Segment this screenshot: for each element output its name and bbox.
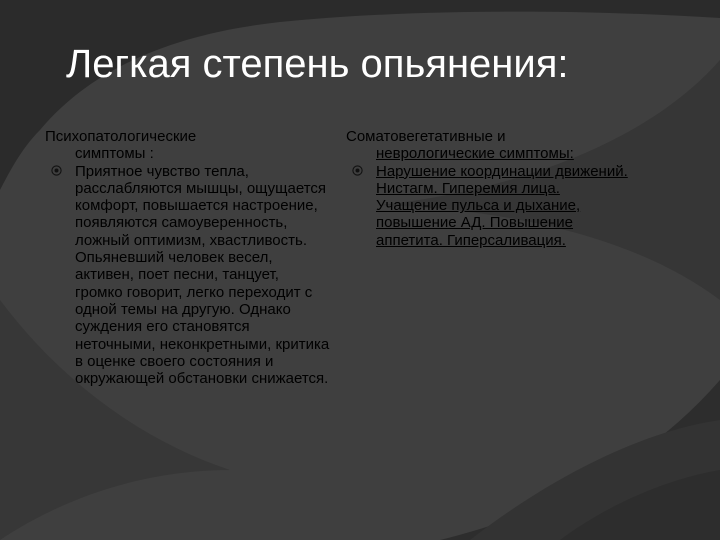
right-heading [346, 128, 631, 163]
circle-target-icon [51, 165, 62, 176]
left-heading [45, 128, 330, 163]
right-bullet-text: Нарушение координации движений. Нистагм. Гиперемия лица. Учащение пульса и дыхание, повышение АД. Повышение аппетита. Гиперсаливация. [376, 162, 628, 249]
right-heading-line1: Соматовегетативные и [346, 128, 506, 145]
right-column [346, 128, 631, 249]
slide-title: Легкая степень опьянения: [66, 42, 569, 86]
left-bullet [45, 163, 330, 388]
right-bullet [346, 163, 631, 249]
left-column [45, 128, 330, 387]
left-bullet-text: Приятное чувство тепла, расслабляются мышцы, ощущается комфорт, повышается настроение, появляются самоуверенность, ложный оптимизм, хвастливость. Опьяневший человек весел, активен, поет песни, танцует, громко говорит, легко переходит с одной темы на другую. Однако суждения его становятся неточными, неконкретными, критика в оценке своего состояния и окружающей обстановки снижается. [75, 162, 330, 388]
left-heading-line1: Психопатологические [45, 128, 197, 145]
circle-target-icon [352, 165, 363, 176]
right-heading-line2: неврологические симптомы: [376, 145, 574, 163]
left-heading-line2: симптомы : [75, 145, 154, 163]
